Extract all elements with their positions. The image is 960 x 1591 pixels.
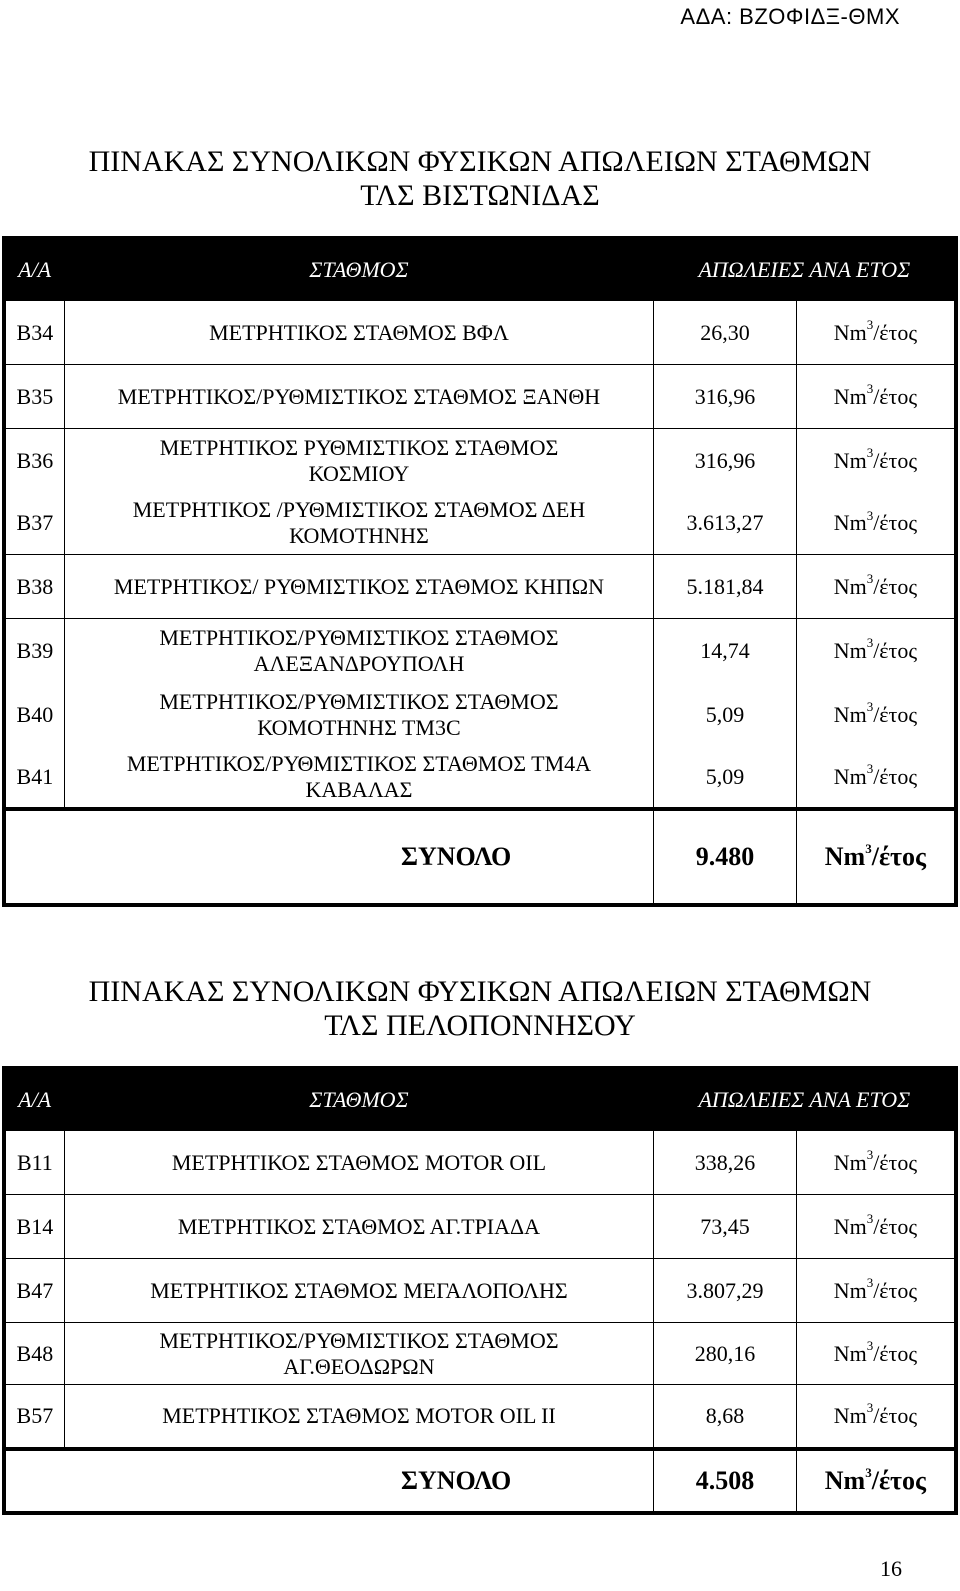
table2-header-row <box>4 1068 956 1131</box>
row-station: ΜΕΤΡΗΤΙΚΟΣ/ΡΥΘΜΙΣΤΙΚΟΣ ΣΤΑΘΜΟΣ ΞΑΝΘΗ <box>64 365 653 429</box>
row-station: ΜΕΤΡΗΤΙΚΟΣ/ΡΥΘΜΙΣΤΙΚΟΣ ΣΤΑΘΜΟΣ ΑΛΕΞΑΝΔΡΟΥΠΟΛΗ <box>64 619 653 683</box>
table-row <box>4 493 956 555</box>
row-unit: Nm$^3$/έτος <box>796 555 956 619</box>
row-code: Β41 <box>4 747 64 809</box>
row-value: 5,09 <box>654 683 797 747</box>
row-unit: Nm$^3$/έτος <box>796 619 956 683</box>
row-code: Β47 <box>4 1259 64 1323</box>
row-unit: Nm$^3$/έτος <box>796 365 956 429</box>
table1-title <box>0 145 960 213</box>
header-station: ΣΤΑΘΜΟΣ <box>64 238 653 301</box>
row-code: Β37 <box>4 493 64 555</box>
row-code: Β11 <box>4 1131 64 1195</box>
row-station: ΜΕΤΡΗΤΙΚΟΣ ΡΥΘΜΙΣΤΙΚΟΣ ΣΤΑΘΜΟΣ ΚΟΣΜΙΟΥ <box>64 429 653 493</box>
row-unit: Nm$^3$/έτος <box>796 747 956 809</box>
row-unit: Nm$^3$/έτος <box>796 1131 956 1195</box>
table-row <box>4 619 956 683</box>
table-row <box>4 429 956 493</box>
row-value: 14,74 <box>654 619 797 683</box>
row-unit: Nm$^3$/έτος <box>796 1385 956 1449</box>
header-losses: ΑΠΩΛΕΙΕΣ ΑΝΑ ΕΤΟΣ <box>654 1068 956 1131</box>
row-value: 280,16 <box>654 1323 797 1385</box>
total-label: ΣΥΝΟΛΟ <box>4 1449 654 1513</box>
header-aa: Α/Α <box>4 238 64 301</box>
table2-total-row <box>4 1449 956 1513</box>
row-code: Β39 <box>4 619 64 683</box>
row-value: 3.807,29 <box>654 1259 797 1323</box>
row-value: 73,45 <box>654 1195 797 1259</box>
table-row <box>4 365 956 429</box>
row-station: ΜΕΤΡΗΤΙΚΟΣ ΣΤΑΘΜΟΣ MOTOR OIL <box>64 1131 653 1195</box>
table-row <box>4 1259 956 1323</box>
row-unit: Nm$^3$/έτος <box>796 301 956 365</box>
total-value: 9.480 <box>654 809 797 905</box>
total-value: 4.508 <box>654 1449 797 1513</box>
row-unit: Nm$^3$/έτος <box>796 493 956 555</box>
row-value: 26,30 <box>654 301 797 365</box>
row-value: 3.613,27 <box>654 493 797 555</box>
row-value: 5.181,84 <box>654 555 797 619</box>
row-value: 5,09 <box>654 747 797 809</box>
row-code: Β57 <box>4 1385 64 1449</box>
row-value: 316,96 <box>654 365 797 429</box>
table1 <box>2 236 958 907</box>
header-aa: Α/Α <box>4 1068 64 1131</box>
table2 <box>2 1066 958 1515</box>
table1-title-line2: ΤΛΣ ΒΙΣΤΩΝΙΔΑΣ <box>360 179 600 212</box>
row-unit: Nm$^3$/έτος <box>796 1195 956 1259</box>
table-row <box>4 683 956 747</box>
row-unit: Nm$^3$/έτος <box>796 1323 956 1385</box>
document-code: ΑΔΑ: ΒΖΟΦΙΔΞ-ΘΜΧ <box>680 4 900 29</box>
row-value: 316,96 <box>654 429 797 493</box>
table-row <box>4 747 956 809</box>
row-unit: Nm$^3$/έτος <box>796 1259 956 1323</box>
row-code: Β48 <box>4 1323 64 1385</box>
total-unit: Nm$^3$/έτος <box>796 1449 956 1513</box>
table-row <box>4 1385 956 1449</box>
table-row <box>4 555 956 619</box>
row-code: Β36 <box>4 429 64 493</box>
row-station: ΜΕΤΡΗΤΙΚΟΣ ΣΤΑΘΜΟΣ ΜΕΓΑΛΟΠΟΛΗΣ <box>64 1259 653 1323</box>
total-label: ΣΥΝΟΛΟ <box>4 809 654 905</box>
header-station: ΣΤΑΘΜΟΣ <box>64 1068 653 1131</box>
table1-total-row <box>4 809 956 905</box>
row-unit: Nm$^3$/έτος <box>796 429 956 493</box>
table2-title-line2: ΤΛΣ ΠΕΛΟΠΟΝΝΗΣΟΥ <box>324 1009 636 1042</box>
table1-header-row <box>4 238 956 301</box>
table2-title-line1: ΠΙΝΑΚΑΣ ΣΥΝΟΛΙΚΩΝ ΦΥΣΙΚΩΝ ΑΠΩΛΕΙΩΝ ΣΤΑΘΜΩΝ <box>88 975 872 1008</box>
total-unit: Nm$^3$/έτος <box>796 809 956 905</box>
table-row <box>4 1323 956 1385</box>
row-code: Β40 <box>4 683 64 747</box>
row-station: ΜΕΤΡΗΤΙΚΟΣ/ΡΥΘΜΙΣΤΙΚΟΣ ΣΤΑΘΜΟΣ ΑΓ.ΘΕΟΔΩΡΩΝ <box>64 1323 653 1385</box>
row-station: ΜΕΤΡΗΤΙΚΟΣ ΣΤΑΘΜΟΣ ΒΦΛ <box>64 301 653 365</box>
row-unit: Nm$^3$/έτος <box>796 683 956 747</box>
table1-title-line1: ΠΙΝΑΚΑΣ ΣΥΝΟΛΙΚΩΝ ΦΥΣΙΚΩΝ ΑΠΩΛΕΙΩΝ ΣΤΑΘΜΩΝ <box>88 145 872 178</box>
row-value: 8,68 <box>654 1385 797 1449</box>
row-station: ΜΕΤΡΗΤΙΚΟΣ ΣΤΑΘΜΟΣ MOTOR OIL II <box>64 1385 653 1449</box>
header-losses: ΑΠΩΛΕΙΕΣ ΑΝΑ ΕΤΟΣ <box>654 238 956 301</box>
row-station: ΜΕΤΡΗΤΙΚΟΣ/ΡΥΘΜΙΣΤΙΚΟΣ ΣΤΑΘΜΟΣ ΚΟΜΟΤΗΝΗΣ ΤΜ3C <box>64 683 653 747</box>
row-station: ΜΕΤΡΗΤΙΚΟΣ ΣΤΑΘΜΟΣ ΑΓ.ΤΡΙΑΔΑ <box>64 1195 653 1259</box>
page-number: 16 <box>880 1556 902 1581</box>
table2-title <box>0 975 960 1043</box>
row-value: 338,26 <box>654 1131 797 1195</box>
table-row <box>4 1131 956 1195</box>
row-station: ΜΕΤΡΗΤΙΚΟΣ/ΡΥΘΜΙΣΤΙΚΟΣ ΣΤΑΘΜΟΣ ΤΜ4Α ΚΑΒΑΛΑΣ <box>64 747 653 809</box>
row-code: Β34 <box>4 301 64 365</box>
row-code: Β38 <box>4 555 64 619</box>
table-row <box>4 1195 956 1259</box>
row-code: Β14 <box>4 1195 64 1259</box>
row-code: Β35 <box>4 365 64 429</box>
row-station: ΜΕΤΡΗΤΙΚΟΣ /ΡΥΘΜΙΣΤΙΚΟΣ ΣΤΑΘΜΟΣ ΔΕΗ ΚΟΜΟΤΗΝΗΣ <box>64 493 653 555</box>
row-station: ΜΕΤΡΗΤΙΚΟΣ/ ΡΥΘΜΙΣΤΙΚΟΣ ΣΤΑΘΜΟΣ ΚΗΠΩΝ <box>64 555 653 619</box>
table-row <box>4 301 956 365</box>
